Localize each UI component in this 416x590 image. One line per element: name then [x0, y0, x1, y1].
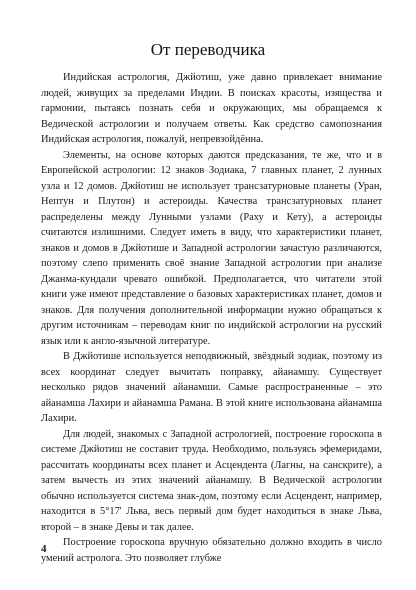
- page-number: 4: [41, 543, 47, 555]
- page-title: От переводчика: [150, 40, 266, 59]
- paragraph: Построение гороскопа вручную обязательно должно входить в число умений астролога. Это позволяет глубже: [41, 537, 382, 564]
- body-text: [41, 70, 382, 566]
- paragraph: В Джйотише используется неподвижный, звёздный зодиак, поэтому из всех координат следует вычитать поправку, айанамшу. Существует несколько рядов значений айанамши. Самые распространенные – это айанамша Лахири и айанамша Рамана. В этой книге использована айанамша Лахири.: [41, 351, 382, 424]
- paragraph: Для людей, знакомых с Западной астрологией, построение гороскопа в системе Джйотиш не составит труда. Необходимо, пользуясь эфемеридами, рассчитать координаты всех планет и Асцендента (Лагны, на санскрите), а затем вычесть из этих значений айанамшу. В Ведической астрологии обычно используется система знак-дом, поэтому если Асцендент, например, находится в 5°17' Льва, весь первый дом будет находиться в знаке Льва, второй – в знаке Девы и так далее.: [41, 428, 382, 533]
- paragraph: Индийская астрология, Джйотиш, уже давно привлекает внимание людей, живущих за пределами Индии. В поисках красоты, изящества и гармонии, пытаясь познать себя и окружающих, мы обращаемся к Ведической астрологии и получаем ответы. Как средство самопознания Индийская астрология, пожалуй, непревзойдённа.: [41, 72, 382, 145]
- paragraph: Элементы, на основе которых даются предсказания, те же, что и в Европейской астрологии: 12 знаков Зодиака, 7 главных планет, 2 лунных узла и 12 домов. Джйотиш не использует трансзатурновые планеты (Уран, Нептун и Плутон) и астероиды. Качества трансзатурновых планет распределены между Лунными узлами (Раху и Кету), а астероиды считаются излишними. Следует иметь в виду, что характеристики планет, знаков и домов в Джйотише и Западной астрологии зачастую различаются, поэтому слепо применять своё знание Западной астрологии при анализе Джанма-кундали чревато ошибкой. Предполагается, что читатели этой книги уже имеют представление о базовых характеристиках планет, домов и знаков. Для получения дополнительной информации нужно обращаться к другим источникам – переводам книг по индийской астрологии на русский язык или к англо-язычной литературе.: [41, 149, 382, 347]
